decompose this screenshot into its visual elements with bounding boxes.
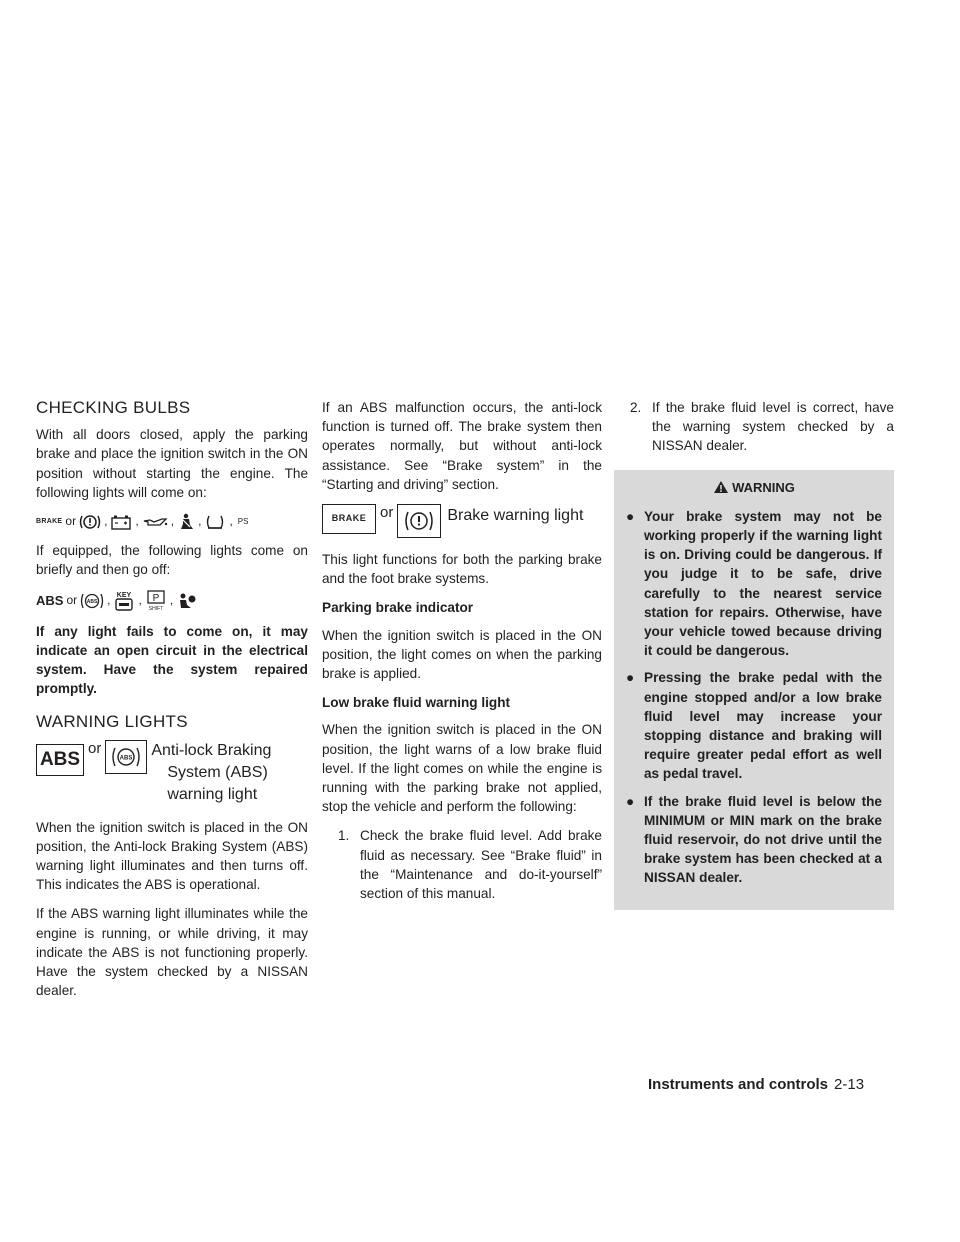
abs-warning-icon	[80, 591, 104, 611]
shift-p-indicator-icon	[145, 590, 167, 612]
warning-header: WARNING	[626, 478, 882, 497]
list-item: ● Your brake system may not be working properly if the warning light is on. Driving could be dangerous. If you judge it to be safe, drive carefully to the nearest service station for repairs. Otherwise, have your vehicle towed because driving it could be dangerous.	[626, 508, 882, 659]
shift-label-text: SHIFT	[148, 605, 164, 612]
seat-belt-icon	[177, 513, 195, 531]
list-item: ● If the brake fluid level is below the MINIMUM or MIN mark on the brake fluid reservoir, do not drive until the brake system has been checked at a NISSAN dealer.	[626, 793, 882, 886]
abs-box-icon: ABS	[36, 744, 84, 776]
bulb-icon-row-1: BRAKE or , , , , , PS	[36, 512, 308, 531]
abs-circle-icon	[105, 740, 147, 774]
abs-paragraph-2: If the ABS warning light illuminates while the engine is running, or while driving, it may indicate the ABS is not functioning properly. Have the system checked by a NISSAN dealer.	[36, 906, 308, 999]
abs-paragraph-1: When the ignition switch is placed in the ON position, the Anti-lock Braking System (ABS) warning light illuminates and then turns off. This indicates the ABS is operational.	[36, 819, 308, 893]
brake-light-title: Brake warning light	[447, 507, 584, 525]
warning-list	[626, 507, 882, 888]
brake-circle-icon	[397, 504, 441, 538]
key-label-text: KEY	[117, 591, 132, 599]
brake-light-heading: BRAKE or Brake warning light	[322, 504, 602, 538]
warning-box	[614, 470, 894, 910]
steps-list-continued	[614, 398, 894, 456]
low-fluid-text: When the ignition switch is placed in the ON position, the light warns of a low brake fluid level. If the light comes on while the engine is running with the parking brake not applied, stop the vehicle and perform the following:	[322, 722, 602, 815]
open-circuit-warning: If any light fails to come on, it may indicate an open circuit in the electrical system. Have the system repaired promptly.	[36, 623, 308, 697]
column-1	[36, 398, 308, 1010]
checking-bulbs-heading: CHECKING BULBS	[36, 398, 191, 417]
shift-p-letter: P	[152, 592, 160, 604]
low-fluid-heading: Low brake fluid warning light	[322, 695, 511, 711]
abs-light-heading: ABS or ABS Anti-lock Braking System (ABS) warning light	[36, 740, 308, 806]
page-footer	[648, 1076, 864, 1093]
oil-pressure-icon	[142, 515, 168, 529]
brake-paragraph-1: This light functions for both the parking brake and the foot brake systems.	[322, 552, 602, 587]
page-number: 2-13	[834, 1076, 865, 1093]
abs-circle-inner-text: ABS	[120, 755, 133, 762]
column-3	[614, 398, 894, 910]
column-2	[322, 398, 602, 917]
brake-warning-icon	[79, 513, 101, 531]
list-item: 1. Check the brake fluid level. Add brake fluid as necessary. See “Brake fluid” in the “Maintenance and do-it-yourself” section of this manual.	[338, 828, 602, 902]
bulb-icon-row-2: ABS or ABS , KEY , P SHIFT ,	[36, 590, 308, 612]
abs-paragraph-3: If an ABS malfunction occurs, the anti-lock function is turned off. The brake system then operates normally, but without anti-lock assistance. See “Brake system” in the “Starting and driving” section.	[322, 400, 602, 492]
parking-brake-heading: Parking brake indicator	[322, 600, 474, 616]
abs-light-title: Anti-lock Braking System (ABS) warning light	[151, 741, 272, 803]
key-warning-icon	[113, 590, 135, 612]
abs-text-icon: ABS	[36, 593, 64, 609]
warning-triangle-icon	[713, 480, 729, 494]
equipped-text: If equipped, the following lights come on briefly and then go off:	[36, 543, 308, 578]
checking-bulbs-intro: With all doors closed, apply the parking brake and place the ignition switch in the ON position without starting the engine. The following lights will come on:	[36, 427, 308, 500]
warning-lights-heading: WARNING LIGHTS	[36, 712, 188, 732]
airbag-icon	[176, 592, 198, 610]
footer-section-title: Instruments and controls	[648, 1076, 829, 1093]
parking-brake-text: When the ignition switch is placed in the ON position, the light comes on when the parking brake is applied.	[322, 627, 602, 682]
abs-icon-inner-text: ABS	[86, 598, 98, 605]
steps-list	[322, 826, 602, 903]
power-steering-icon: PS	[237, 517, 249, 527]
list-item: ● Pressing the brake pedal with the engine stopped and/or a low brake fluid level may increase your stopping distance and braking will require greater pedal effort as well as pedal travel.	[626, 670, 882, 782]
brake-box-icon: BRAKE	[322, 504, 376, 534]
tire-pressure-icon	[204, 514, 226, 530]
list-item: 2. If the brake fluid level is correct, have the warning system checked by a NISSAN dealer.	[630, 400, 894, 454]
battery-charge-icon	[110, 514, 132, 530]
brake-text-icon: BRAKE	[36, 518, 63, 526]
